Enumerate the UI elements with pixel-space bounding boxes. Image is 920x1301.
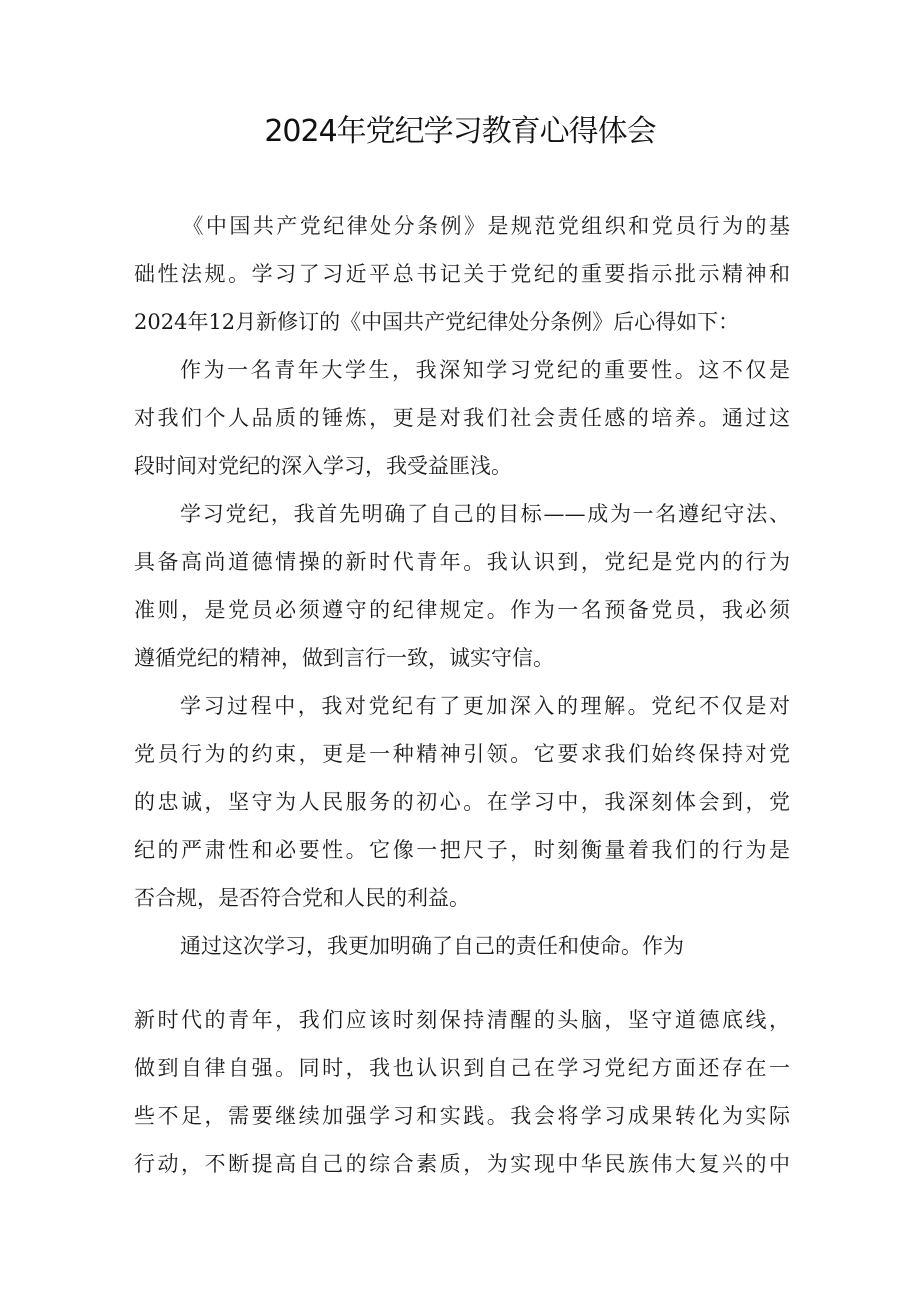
body-line: 行动，不断提高自己的综合素质，为实现中华民族伟大复兴的中 [134, 1152, 790, 1176]
body-line: 新时代的青年，我们应该时刻保持清醒的头脑，坚守道德底线， [134, 1008, 790, 1032]
body-line: 段时间对党纪的深入学习，我受益匪浅。 [134, 454, 512, 478]
body-line: 纪的严肃性和必要性。它像一把尺子，时刻衡量着我们的行为是 [134, 838, 790, 862]
body-line: 的忠诚，坚守为人民服务的初心。在学习中，我深刻体会到，党 [134, 790, 790, 814]
body-line: 做到自律自强。同时，我也认识到自己在学习党纪方面还存在一 [134, 1056, 790, 1080]
body-line: 遵循党纪的精神，做到言行一致，诚实守信。 [134, 646, 554, 670]
body-line: 2024年12月新修订的《中国共产党纪律处分条例》后心得如下： [134, 310, 740, 334]
body-line: 党员行为的约束，更是一种精神引领。它要求我们始终保持对党 [134, 742, 790, 766]
body-line-paragraph-3: 学习党纪，我首先明确了自己的目标——成为一名遵纪守法、 [180, 502, 790, 526]
body-line: 础性法规。学习了习近平总书记关于党纪的重要指示批示精神和 [134, 262, 790, 286]
document-title: 2024年党纪学习教育心得体会 [264, 114, 656, 149]
body-line: 否合规，是否符合党和人民的利益。 [134, 886, 470, 910]
body-line: 准则，是党员必须遵守的纪律规定。作为一名预备党员，我必须 [134, 598, 790, 622]
body-line-paragraph-1: 《中国共产党纪律处分条例》是规范党组织和党员行为的基 [180, 214, 790, 238]
body-line-paragraph-5: 通过这次学习，我更加明确了自己的责任和使命。作为 [180, 934, 684, 958]
body-line-paragraph-4: 学习过程中，我对党纪有了更加深入的理解。党纪不仅是对 [180, 694, 790, 718]
body-line: 具备高尚道德情操的新时代青年。我认识到，党纪是党内的行为 [134, 550, 790, 574]
body-line-paragraph-2: 作为一名青年大学生，我深知学习党纪的重要性。这不仅是 [180, 358, 790, 382]
body-line: 些不足，需要继续加强学习和实践。我会将学习成果转化为实际 [134, 1104, 790, 1128]
body-line: 对我们个人品质的锤炼，更是对我们社会责任感的培养。通过这 [134, 406, 790, 430]
